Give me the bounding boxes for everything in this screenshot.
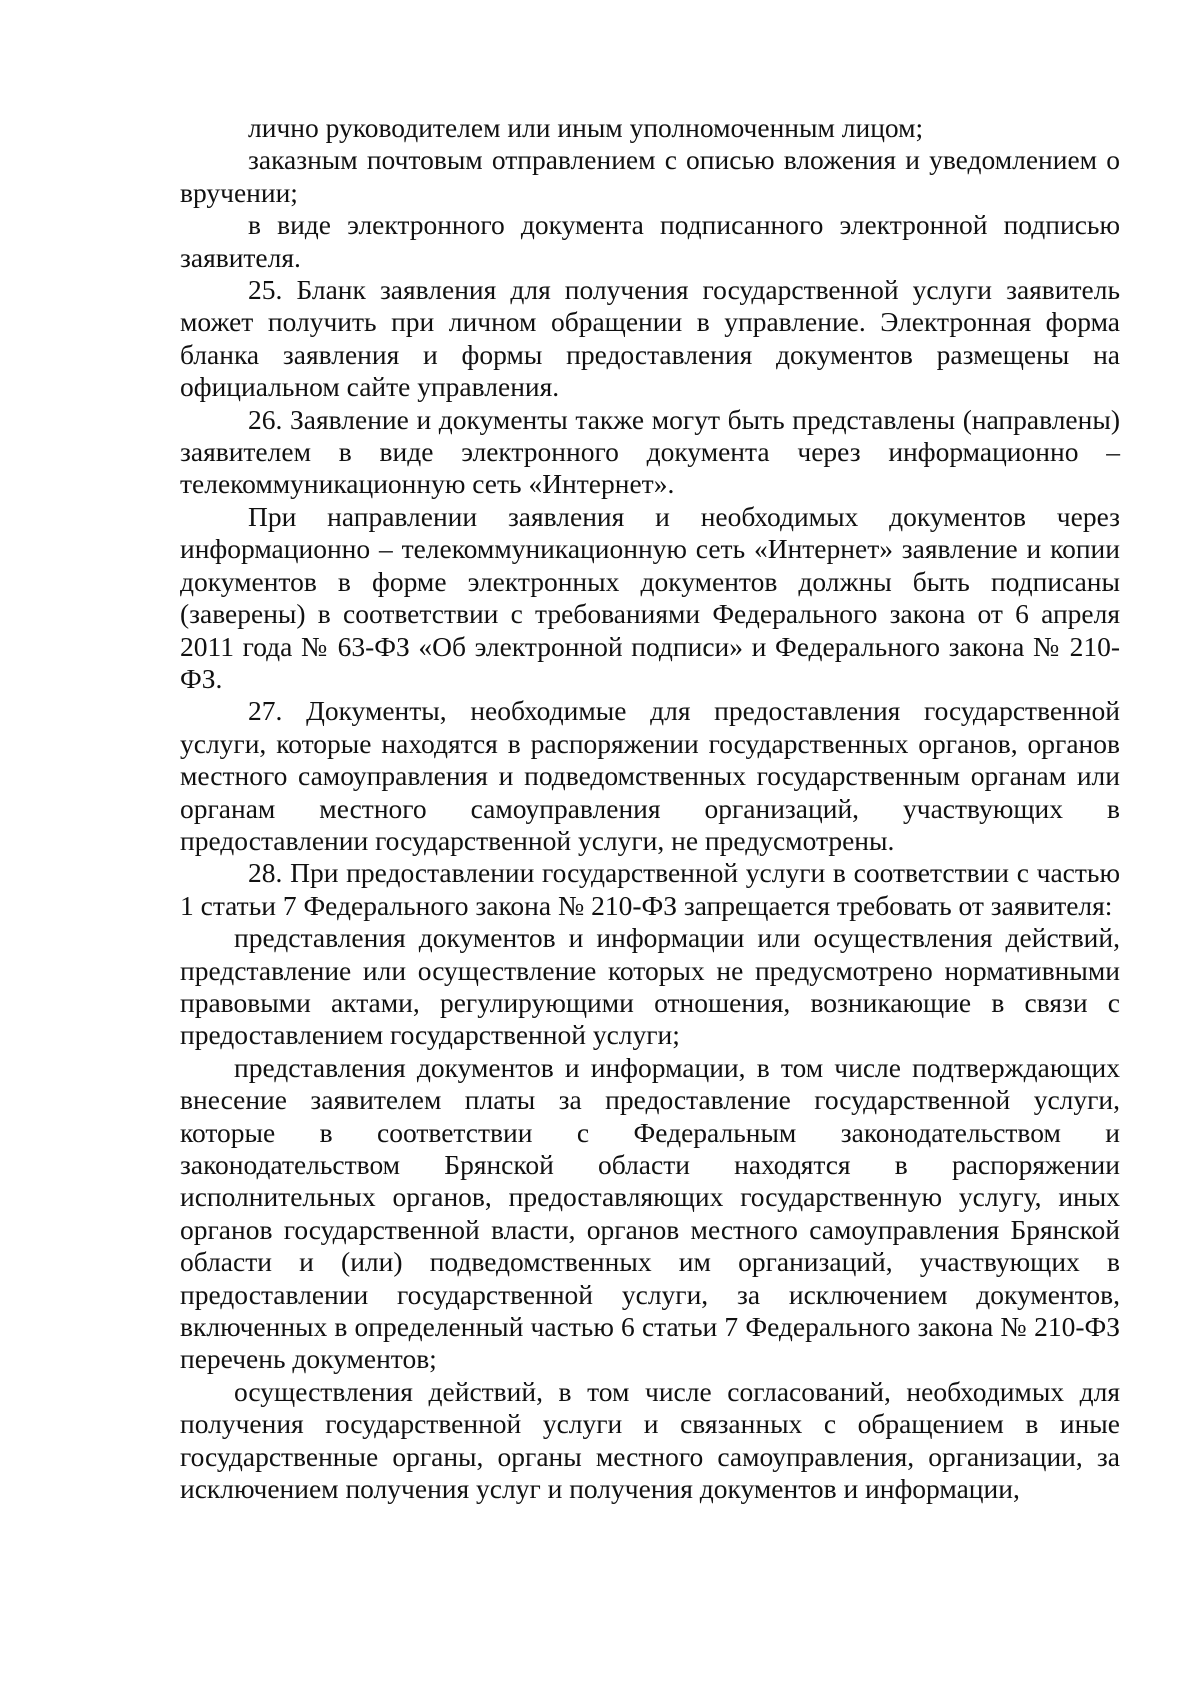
paragraph-25: 25. Бланк заявления для получения государственной услуги заявитель может получить при личном обращении в управление. Электронная форма бланка заявления и формы предоставления документов размещены на официальном сайте управления. — [180, 274, 1120, 403]
document-body — [180, 112, 1120, 1505]
paragraph-delivery-in-person: лично руководителем или иным уполномоченным лицом; — [248, 112, 924, 143]
paragraph-28: 28. При предоставлении государственной услуги в соответствии с частью 1 статьи 7 Федерального закона № 210-ФЗ запрещается требовать от заявителя: — [180, 857, 1120, 921]
paragraph-delivery-electronic: в виде электронного документа подписанного электронной подписью заявителя. — [180, 209, 1120, 273]
paragraph-prohibition-2: представления документов и информации, в том числе подтверждающих внесение заявителем платы за предоставление государственной услуги, которые в соответствии с Федеральным законодательством и законодательством Брянской области находятся в распоряжении исполнительных органов, предоставляющих государственную услугу, иных органов государственной власти, органов местного самоуправления Брянской области и (или) подведомственных им организаций, участвующих в предоставлении государственной услуги, за исключением документов, включенных в определенный частью 6 статьи 7 Федерального закона № 210-ФЗ перечень документов; — [180, 1051, 1120, 1375]
paragraph-26: 26. Заявление и документы также могут быть представлены (направлены) заявителем в виде электронного документа через информационно – телекоммуникационную сеть «Интернет». — [180, 403, 1120, 500]
paragraph-internet-submission: При направлении заявления и необходимых документов через информационно – телекоммуникационную сеть «Интернет» заявление и копии документов в форме электронных документов должны быть подписаны (заверены) в соответствии с требованиями Федерального закона от 6 апреля 2011 года № 63-ФЗ «Об электронной подписи» и Федерального закона № 210-ФЗ. — [180, 500, 1120, 694]
paragraph-prohibition-3: осуществления действий, в том числе согласований, необходимых для получения государственной услуги и связанных с обращением в иные государственные органы, органы местного самоуправления, организации, за исключением получения услуг и получения документов и информации, — [180, 1375, 1120, 1505]
paragraph-prohibition-1: представления документов и информации или осуществления действий, представление или осуществление которых не предусмотрено нормативными правовыми актами, регулирующими отношения, возникающие в связи с предоставлением государственной услуги; — [180, 922, 1120, 1051]
paragraph-delivery-registered-mail: заказным почтовым отправлением с описью вложения и уведомлением о вручении; — [180, 144, 1120, 208]
paragraph-27: 27. Документы, необходимые для предоставления государственной услуги, которые находятся в распоряжении государственных органов, органов местного самоуправления и подведомственных государственным органам или органам местного самоуправления организаций, участвующих в предоставлении государственной услуги, не предусмотрены. — [180, 695, 1120, 856]
